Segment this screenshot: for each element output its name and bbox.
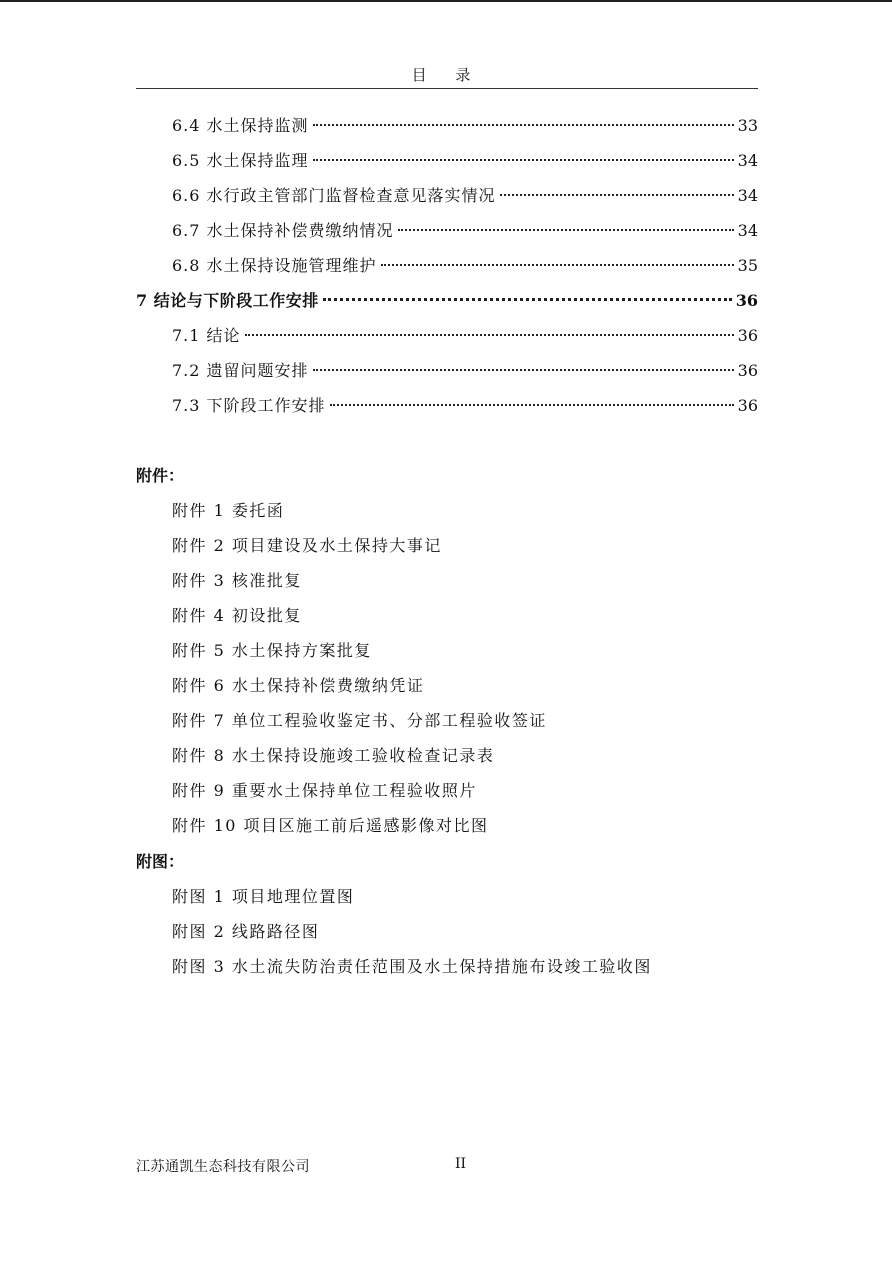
figure-item: 附图 2 线路路径图: [172, 922, 320, 941]
table-of-contents: [136, 112, 758, 427]
top-border-line: [0, 0, 892, 2]
toc-entry-title: [172, 147, 309, 175]
toc-entry-page: 34: [737, 151, 758, 170]
toc-entry-number: 7.2: [172, 361, 201, 380]
attachment-item: 附件 9 重要水土保持单位工程验收照片: [172, 781, 477, 800]
toc-entry-text: 水土保持监测: [206, 116, 309, 135]
header-title: 目 录: [411, 66, 483, 84]
figures-heading: 附图：: [136, 852, 185, 871]
attachment-item: 附件 5 水土保持方案批复: [172, 641, 372, 660]
page-header: [136, 64, 758, 89]
toc-leader-dots: [313, 124, 734, 126]
toc-chapter-entry[interactable]: [136, 287, 758, 322]
toc-leader-dots: [313, 369, 734, 371]
attachment-item: 附件 7 单位工程验收鉴定书、分部工程验收签证: [172, 711, 547, 730]
figure-item: 附图 3 水土流失防治责任范围及水土保持措施布设竣工验收图: [172, 957, 652, 976]
toc-entry[interactable]: [136, 357, 758, 392]
toc-leader-dots: [245, 334, 734, 336]
toc-entry-text: 遗留问题安排: [206, 361, 309, 380]
attachment-item: 附件 1 委托函: [172, 501, 285, 520]
toc-entry[interactable]: [136, 252, 758, 287]
toc-entry-number: 7.3: [172, 396, 201, 415]
toc-entry-title: [172, 112, 309, 140]
toc-leader-dots: [381, 264, 734, 266]
figures-list: [172, 883, 652, 988]
toc-entry-page: 36: [735, 291, 758, 310]
attachments-heading: 附件：: [136, 466, 185, 485]
toc-entry-number: 6.5: [172, 151, 201, 170]
toc-entry-number: 6.6: [172, 186, 201, 205]
toc-entry-page: 36: [737, 326, 758, 345]
toc-entry-text: 结论与下阶段工作安排: [153, 291, 319, 310]
toc-entry-page: 35: [737, 256, 758, 275]
toc-entry-text: 水土保持设施管理维护: [206, 256, 377, 275]
toc-entry[interactable]: [136, 392, 758, 427]
toc-entry-text: 结论: [206, 326, 241, 345]
toc-entry-text: 水土保持补偿费缴纳情况: [206, 221, 394, 240]
toc-entry-page: 36: [737, 396, 758, 415]
toc-entry[interactable]: [136, 217, 758, 252]
toc-entry[interactable]: [136, 322, 758, 357]
toc-entry-number: 6.8: [172, 256, 201, 275]
toc-entry-page: 36: [737, 361, 758, 380]
footer-page-number: II: [455, 1156, 467, 1172]
toc-entry-number: 7.1: [172, 326, 201, 345]
toc-entry-text: 下阶段工作安排: [206, 396, 326, 415]
toc-entry[interactable]: [136, 147, 758, 182]
footer-company: 江苏通凯生态科技有限公司: [136, 1159, 310, 1175]
toc-entry-text: 水土保持监理: [206, 151, 309, 170]
toc-entry-title: [172, 217, 394, 245]
figure-item: 附图 1 项目地理位置图: [172, 887, 355, 906]
toc-entry-page: 33: [737, 116, 758, 135]
attachment-item: 附件 8 水土保持设施竣工验收检查记录表: [172, 746, 495, 765]
attachments-list: [172, 497, 547, 847]
toc-entry-title: [172, 357, 309, 385]
toc-entry-title: [136, 287, 319, 315]
toc-entry-title: [172, 252, 377, 280]
toc-entry-title: [172, 182, 496, 210]
toc-entry-number: 6.4: [172, 116, 201, 135]
toc-entry-page: 34: [737, 221, 758, 240]
attachment-item: 附件 2 项目建设及水土保持大事记: [172, 536, 442, 555]
attachment-item: 附件 6 水土保持补偿费缴纳凭证: [172, 676, 425, 695]
toc-entry-text: 水行政主管部门监督检查意见落实情况: [206, 186, 496, 205]
toc-leader-dots: [323, 298, 732, 301]
attachment-item: 附件 4 初设批复: [172, 606, 302, 625]
toc-leader-dots: [500, 194, 734, 196]
attachment-item: 附件 3 核准批复: [172, 571, 302, 590]
toc-entry-title: [172, 392, 326, 420]
attachment-item: 附件 10 项目区施工前后遥感影像对比图: [172, 816, 489, 835]
toc-entry-number: 7: [136, 291, 148, 310]
toc-leader-dots: [330, 404, 734, 406]
toc-entry-title: [172, 322, 241, 350]
toc-entry[interactable]: [136, 112, 758, 147]
toc-entry[interactable]: [136, 182, 758, 217]
toc-leader-dots: [313, 159, 734, 161]
toc-entry-page: 34: [737, 186, 758, 205]
toc-entry-number: 6.7: [172, 221, 201, 240]
toc-leader-dots: [398, 229, 734, 231]
